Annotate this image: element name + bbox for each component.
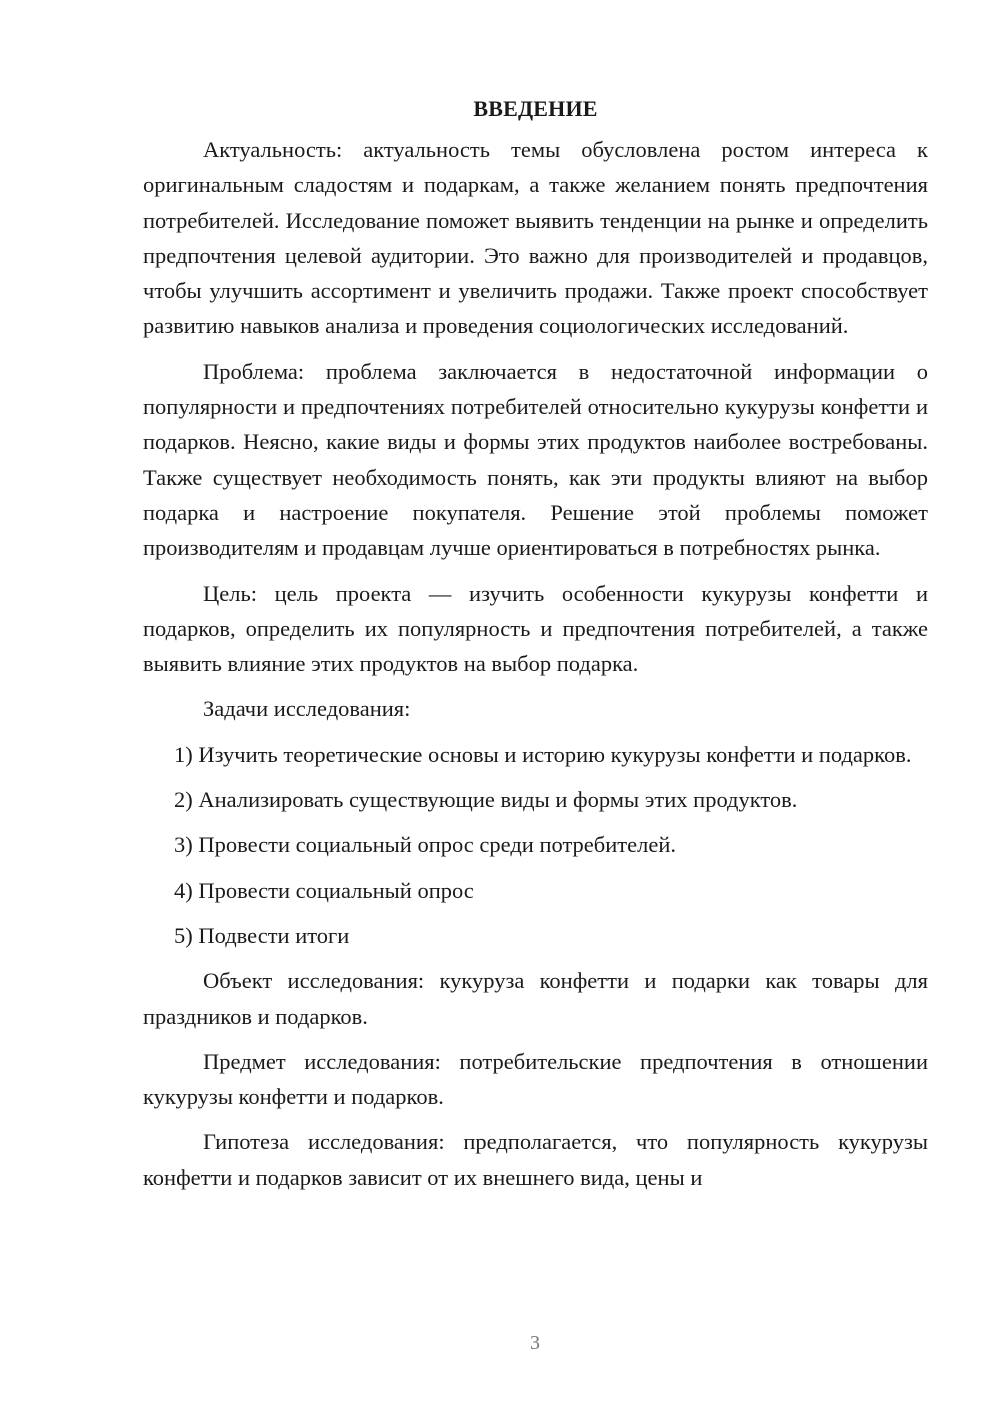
page-content — [143, 94, 928, 1205]
paragraph-subject: Предмет исследования: потребительские предпочтения в отношении кукурузы конфетти и подарков. — [143, 1048, 928, 1110]
task-item-1: 1) Изучить теоретические основы и историю кукурузы конфетти и подарков. — [174, 741, 912, 767]
task-item-4: 4) Провести социальный опрос — [174, 877, 474, 903]
tasks-heading: Задачи исследования: — [203, 696, 411, 722]
task-item-5: 5) Подвести итоги — [174, 922, 350, 948]
paragraph-hypothesis: Гипотеза исследования: предполагается, что популярность кукурузы конфетти и подарков зависит от их внешнего вида, цены и — [143, 1129, 928, 1190]
paragraph-goal: Цель: цель проекта — изучить особенности кукурузы конфетти и подарков, определить их популярность и предпочтения потребителей, а также выявить влияние этих продуктов на выбор подарка. — [143, 580, 928, 677]
paragraph-relevance: Актуальность: актуальность темы обусловлена ростом интереса к оригинальным сладостям и подаркам, а также желанием понять предпочтения потребителей. Исследование поможет выявить тенденции на рынке и определить предпочтения целевой аудитории. Это важно для производителей и продавцов, чтобы улучшить ассортимент и увеличить продажи. Также проект способствует развитию навыков анализа и проведения социологических исследований. — [143, 137, 928, 339]
paragraph-problem: Проблема: проблема заключается в недостаточной информации о популярности и предпочтениях потребителей относительно кукурузы конфетти и подарков. Неясно, какие виды и формы этих продуктов наиболее востребованы. Также существует необходимость понять, как эти продукты влияют на выбор подарка и настроение покупателя. Решение этой проблемы поможет производителям и продавцам лучше ориентироваться в потребностях рынка. — [143, 358, 928, 561]
page-number: 3 — [530, 1332, 540, 1354]
task-item-2: 2) Анализировать существующие виды и формы этих продуктов. — [174, 787, 798, 813]
page-title: ВВЕДЕНИЕ — [473, 96, 598, 121]
paragraph-object: Объект исследования: кукуруза конфетти и подарки как товары для праздников и подарков. — [143, 968, 928, 1029]
task-item-3: 3) Провести социальный опрос среди потребителей. — [174, 832, 676, 858]
